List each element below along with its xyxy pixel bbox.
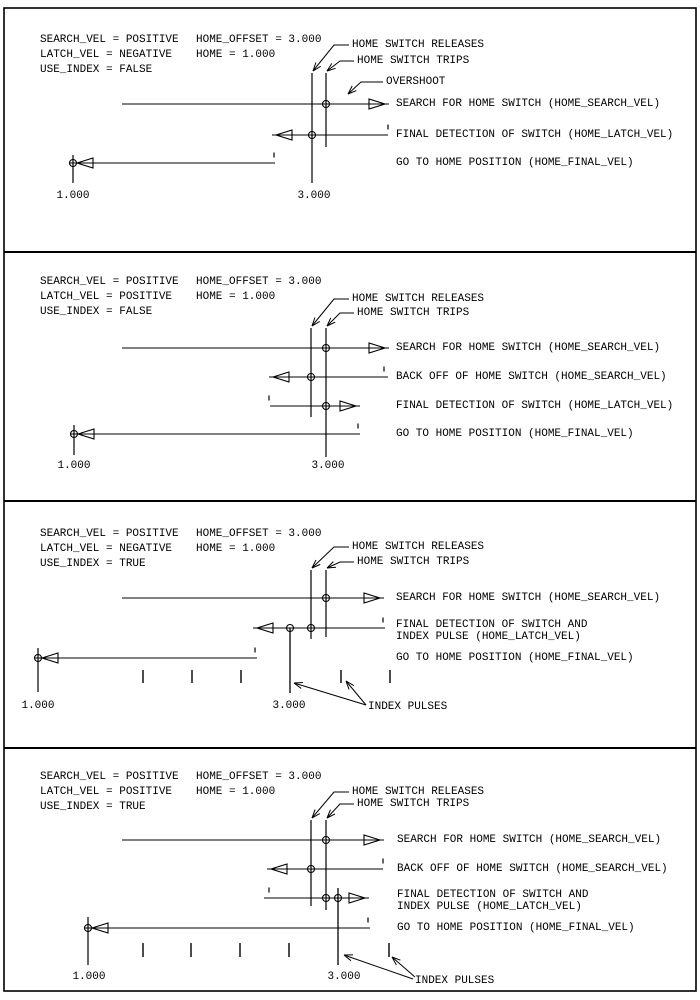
row-label: SEARCH FOR HOME SWITCH (HOME_SEARCH_VEL) — [397, 834, 662, 846]
row-label: GO TO HOME POSITION (HOME_FINAL_VEL) — [396, 157, 634, 169]
callout-overshoot-label: OVERSHOOT — [386, 76, 446, 88]
param-latch-vel: LATCH_VEL = POSITIVE — [40, 786, 173, 798]
index-pulses-label: INDEX PULSES — [415, 975, 495, 987]
index-pulses-leader — [392, 957, 415, 977]
callout-releases-label: HOME SWITCH RELEASES — [352, 39, 485, 51]
row-label-line2: INDEX PULSE (HOME_LATCH_VEL) — [396, 631, 581, 643]
row-label: FINAL DETECTION OF SWITCH (HOME_LATCH_VEL) — [396, 129, 674, 141]
callout-trips-leader — [327, 562, 354, 568]
param-latch-vel: LATCH_VEL = POSITIVE — [40, 291, 173, 303]
row-label: SEARCH FOR HOME SWITCH (HOME_SEARCH_VEL) — [396, 342, 661, 354]
index-pulses-label: INDEX PULSES — [368, 701, 448, 713]
row-label: GO TO HOME POSITION (HOME_FINAL_VEL) — [396, 652, 634, 664]
position-offset-label: 3.000 — [311, 460, 345, 472]
position-offset-label: 3.000 — [327, 971, 361, 983]
param-latch-vel: LATCH_VEL = NEGATIVE — [40, 49, 173, 61]
position-home-label: 1.000 — [57, 460, 91, 472]
position-offset-label: 3.000 — [272, 700, 306, 712]
row-label: SEARCH FOR HOME SWITCH (HOME_SEARCH_VEL) — [396, 98, 661, 110]
row-label: FINAL DETECTION OF SWITCH AND — [397, 889, 589, 901]
param-latch-vel: LATCH_VEL = NEGATIVE — [40, 543, 173, 555]
row-label: FINAL DETECTION OF SWITCH (HOME_LATCH_VEL) — [396, 400, 674, 412]
callout-releases-leader — [313, 45, 349, 71]
diagram-root — [4, 8, 696, 991]
param-home: HOME = 1.000 — [196, 49, 276, 61]
param-home: HOME = 1.000 — [196, 291, 276, 303]
index-pulses-leader — [346, 681, 366, 705]
param-use-index: USE_INDEX = TRUE — [40, 558, 146, 570]
param-use-index: USE_INDEX = TRUE — [40, 801, 146, 813]
param-search-vel: SEARCH_VEL = POSITIVE — [40, 34, 179, 46]
callout-releases-label: HOME SWITCH RELEASES — [352, 293, 485, 305]
row-label: SEARCH FOR HOME SWITCH (HOME_SEARCH_VEL) — [396, 592, 661, 604]
position-home-label: 1.000 — [21, 700, 55, 712]
callout-releases-label: HOME SWITCH RELEASES — [352, 541, 485, 553]
row-label: BACK OFF OF HOME SWITCH (HOME_SEARCH_VEL) — [396, 371, 667, 383]
param-home-offset: HOME_OFFSET = 3.000 — [196, 771, 322, 783]
param-search-vel: SEARCH_VEL = POSITIVE — [40, 276, 179, 288]
row-label: GO TO HOME POSITION (HOME_FINAL_VEL) — [397, 922, 635, 934]
param-search-vel: SEARCH_VEL = POSITIVE — [40, 771, 179, 783]
param-use-index: USE_INDEX = FALSE — [40, 306, 153, 318]
callout-releases-label: HOME SWITCH RELEASES — [352, 786, 485, 798]
param-home-offset: HOME_OFFSET = 3.000 — [196, 34, 322, 46]
param-home-offset: HOME_OFFSET = 3.000 — [196, 528, 322, 540]
callout-trips-label: HOME SWITCH TRIPS — [357, 307, 470, 319]
callout-trips-label: HOME SWITCH TRIPS — [357, 556, 470, 568]
position-offset-label: 3.000 — [297, 190, 331, 202]
param-use-index: USE_INDEX = FALSE — [40, 64, 153, 76]
param-home-offset: HOME_OFFSET = 3.000 — [196, 276, 322, 288]
callout-trips-label: HOME SWITCH TRIPS — [357, 798, 470, 810]
param-home: HOME = 1.000 — [196, 543, 276, 555]
row-label: FINAL DETECTION OF SWITCH AND — [396, 619, 588, 631]
callout-trips-label: HOME SWITCH TRIPS — [357, 55, 470, 67]
position-home-label: 1.000 — [56, 190, 90, 202]
position-home-label: 1.000 — [72, 971, 106, 983]
param-search-vel: SEARCH_VEL = POSITIVE — [40, 528, 179, 540]
row-label-line2: INDEX PULSE (HOME_LATCH_VEL) — [397, 901, 582, 913]
param-home: HOME = 1.000 — [196, 786, 276, 798]
row-label: GO TO HOME POSITION (HOME_FINAL_VEL) — [396, 428, 634, 440]
row-label: BACK OFF OF HOME SWITCH (HOME_SEARCH_VEL) — [397, 863, 668, 875]
